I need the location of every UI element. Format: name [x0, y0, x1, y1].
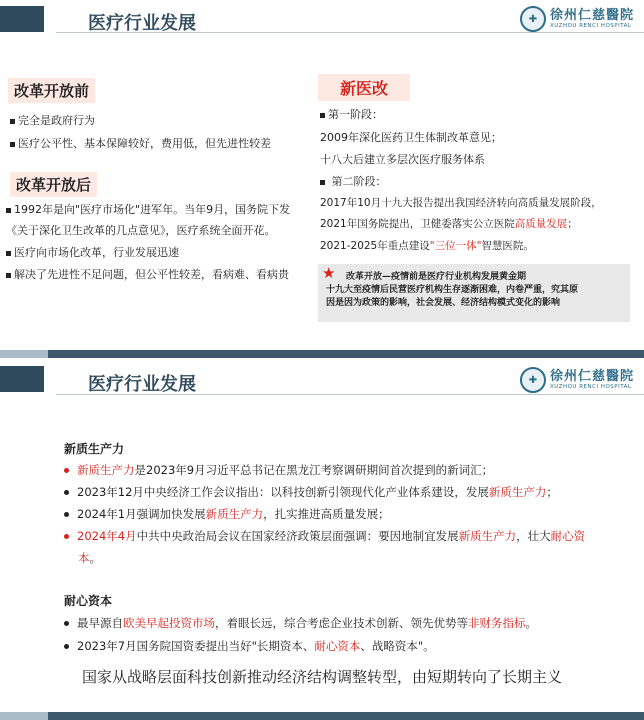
logo-emblem-icon: ✚ [520, 367, 546, 393]
page-title: 医疗行业发展 [88, 13, 196, 34]
after-item-1-cont: 《关于深化卫生改革的几点意见》，医疗系统全面开花。 [6, 224, 276, 237]
section-heading-new-productivity: 新质生产力 [64, 442, 125, 456]
stage-2-item-1: 2017年10月十九大报告提出我国经济转向高质量发展阶段， [320, 197, 602, 209]
logo-name: 徐州仁慈醫院 [549, 7, 634, 23]
footer-bar [0, 350, 644, 358]
logo-name: 徐州仁慈醫院 [549, 368, 634, 384]
footer-bar [0, 712, 644, 720]
summary-note [318, 264, 630, 322]
header-accent-bar [0, 6, 44, 32]
header-accent-bar [0, 366, 44, 392]
productivity-bullet-3: 2024年1月强调加快发展新质生产力，扎实推进高质量发展； [64, 506, 390, 522]
logo-english: XUZHOU RENCI HOSPITAL [549, 22, 632, 29]
after-item-3: 解决了先进性不足问题，但公平性较差，看病难、看病贵 [6, 266, 289, 282]
hospital-logo [520, 367, 634, 393]
note-line-1: 改革开放—疫情前是医疗行业机构发展黄金期 [346, 272, 527, 282]
productivity-bullet-4-cont: 本。 [78, 551, 101, 565]
new-reform-label: 新医改 [318, 74, 410, 101]
before-reform-label: 改革开放前 [8, 78, 95, 103]
slide-1 [0, 0, 644, 358]
before-item-1: 完全是政府行为 [10, 112, 95, 128]
stage-2-item-2: 2021年国务院提出，卫健委落实公立医院高质量发展； [320, 218, 578, 230]
stage-1-heading: 第一阶段： [320, 106, 383, 122]
capital-bullet-1: 最早源自欧美早起投资市场，着眼长远，综合考虑企业技术创新、领先优势等非财务指标。 [64, 615, 537, 631]
before-item-2: 医疗公平性、基本保障较好，费用低，但先进性较差 [10, 135, 271, 151]
after-item-2: 医疗向市场化改革，行业发展迅速 [6, 244, 179, 260]
logo-emblem-icon: ✚ [520, 6, 546, 32]
slide-2 [0, 360, 644, 720]
productivity-bullet-4: 2024年4月中共中央政治局会议在国家经济政策层面强调：要因地制宜发展新质生产力，壮大耐心资 [64, 528, 585, 544]
page-title: 医疗行业发展 [88, 374, 196, 395]
section-heading-patient-capital: 耐心资本 [64, 594, 113, 608]
stage-2-heading: 第二阶段： [320, 173, 387, 189]
after-reform-label: 改革开放后 [10, 172, 97, 197]
productivity-bullet-2: 2023年12月中央经济工作会议指出：以科技创新引领现代化产业体系建设，发展新质生产力； [64, 484, 558, 500]
note-line-3: 因是因为政策的影响，社会发展、经济结构模式变化的影响 [326, 298, 561, 308]
stage-1-item-2: 十八大后建立多层次医疗服务体系 [320, 153, 485, 166]
productivity-bullet-1: 新质生产力是2023年9月习近平总书记在黑龙江考察调研期间首次提到的新词汇； [64, 462, 493, 478]
hospital-logo [520, 6, 634, 32]
stage-1-item-1: 2009年深化医药卫生体制改革意见； [320, 131, 502, 144]
note-line-2: 十九大至疫情后民营医疗机构生存逐渐困难，内卷严重，究其原 [326, 285, 579, 295]
after-item-1: 1992年是向"医疗市场化"进军年。当年9月，国务院下发 [6, 201, 290, 217]
logo-english: XUZHOU RENCI HOSPITAL [549, 383, 632, 390]
stage-2-item-3: 2021-2025年重点建设"三位一体"智慧医院。 [320, 240, 534, 252]
capital-bullet-2: 2023年7月国务院国资委提出当好"长期资本、耐心资本、战略资本"。 [64, 638, 435, 654]
conclusion-text: 国家从战略层面科技创新推动经济结构调整转型，由短期转向了长期主义 [82, 668, 563, 686]
star-icon: ★ [322, 264, 336, 282]
